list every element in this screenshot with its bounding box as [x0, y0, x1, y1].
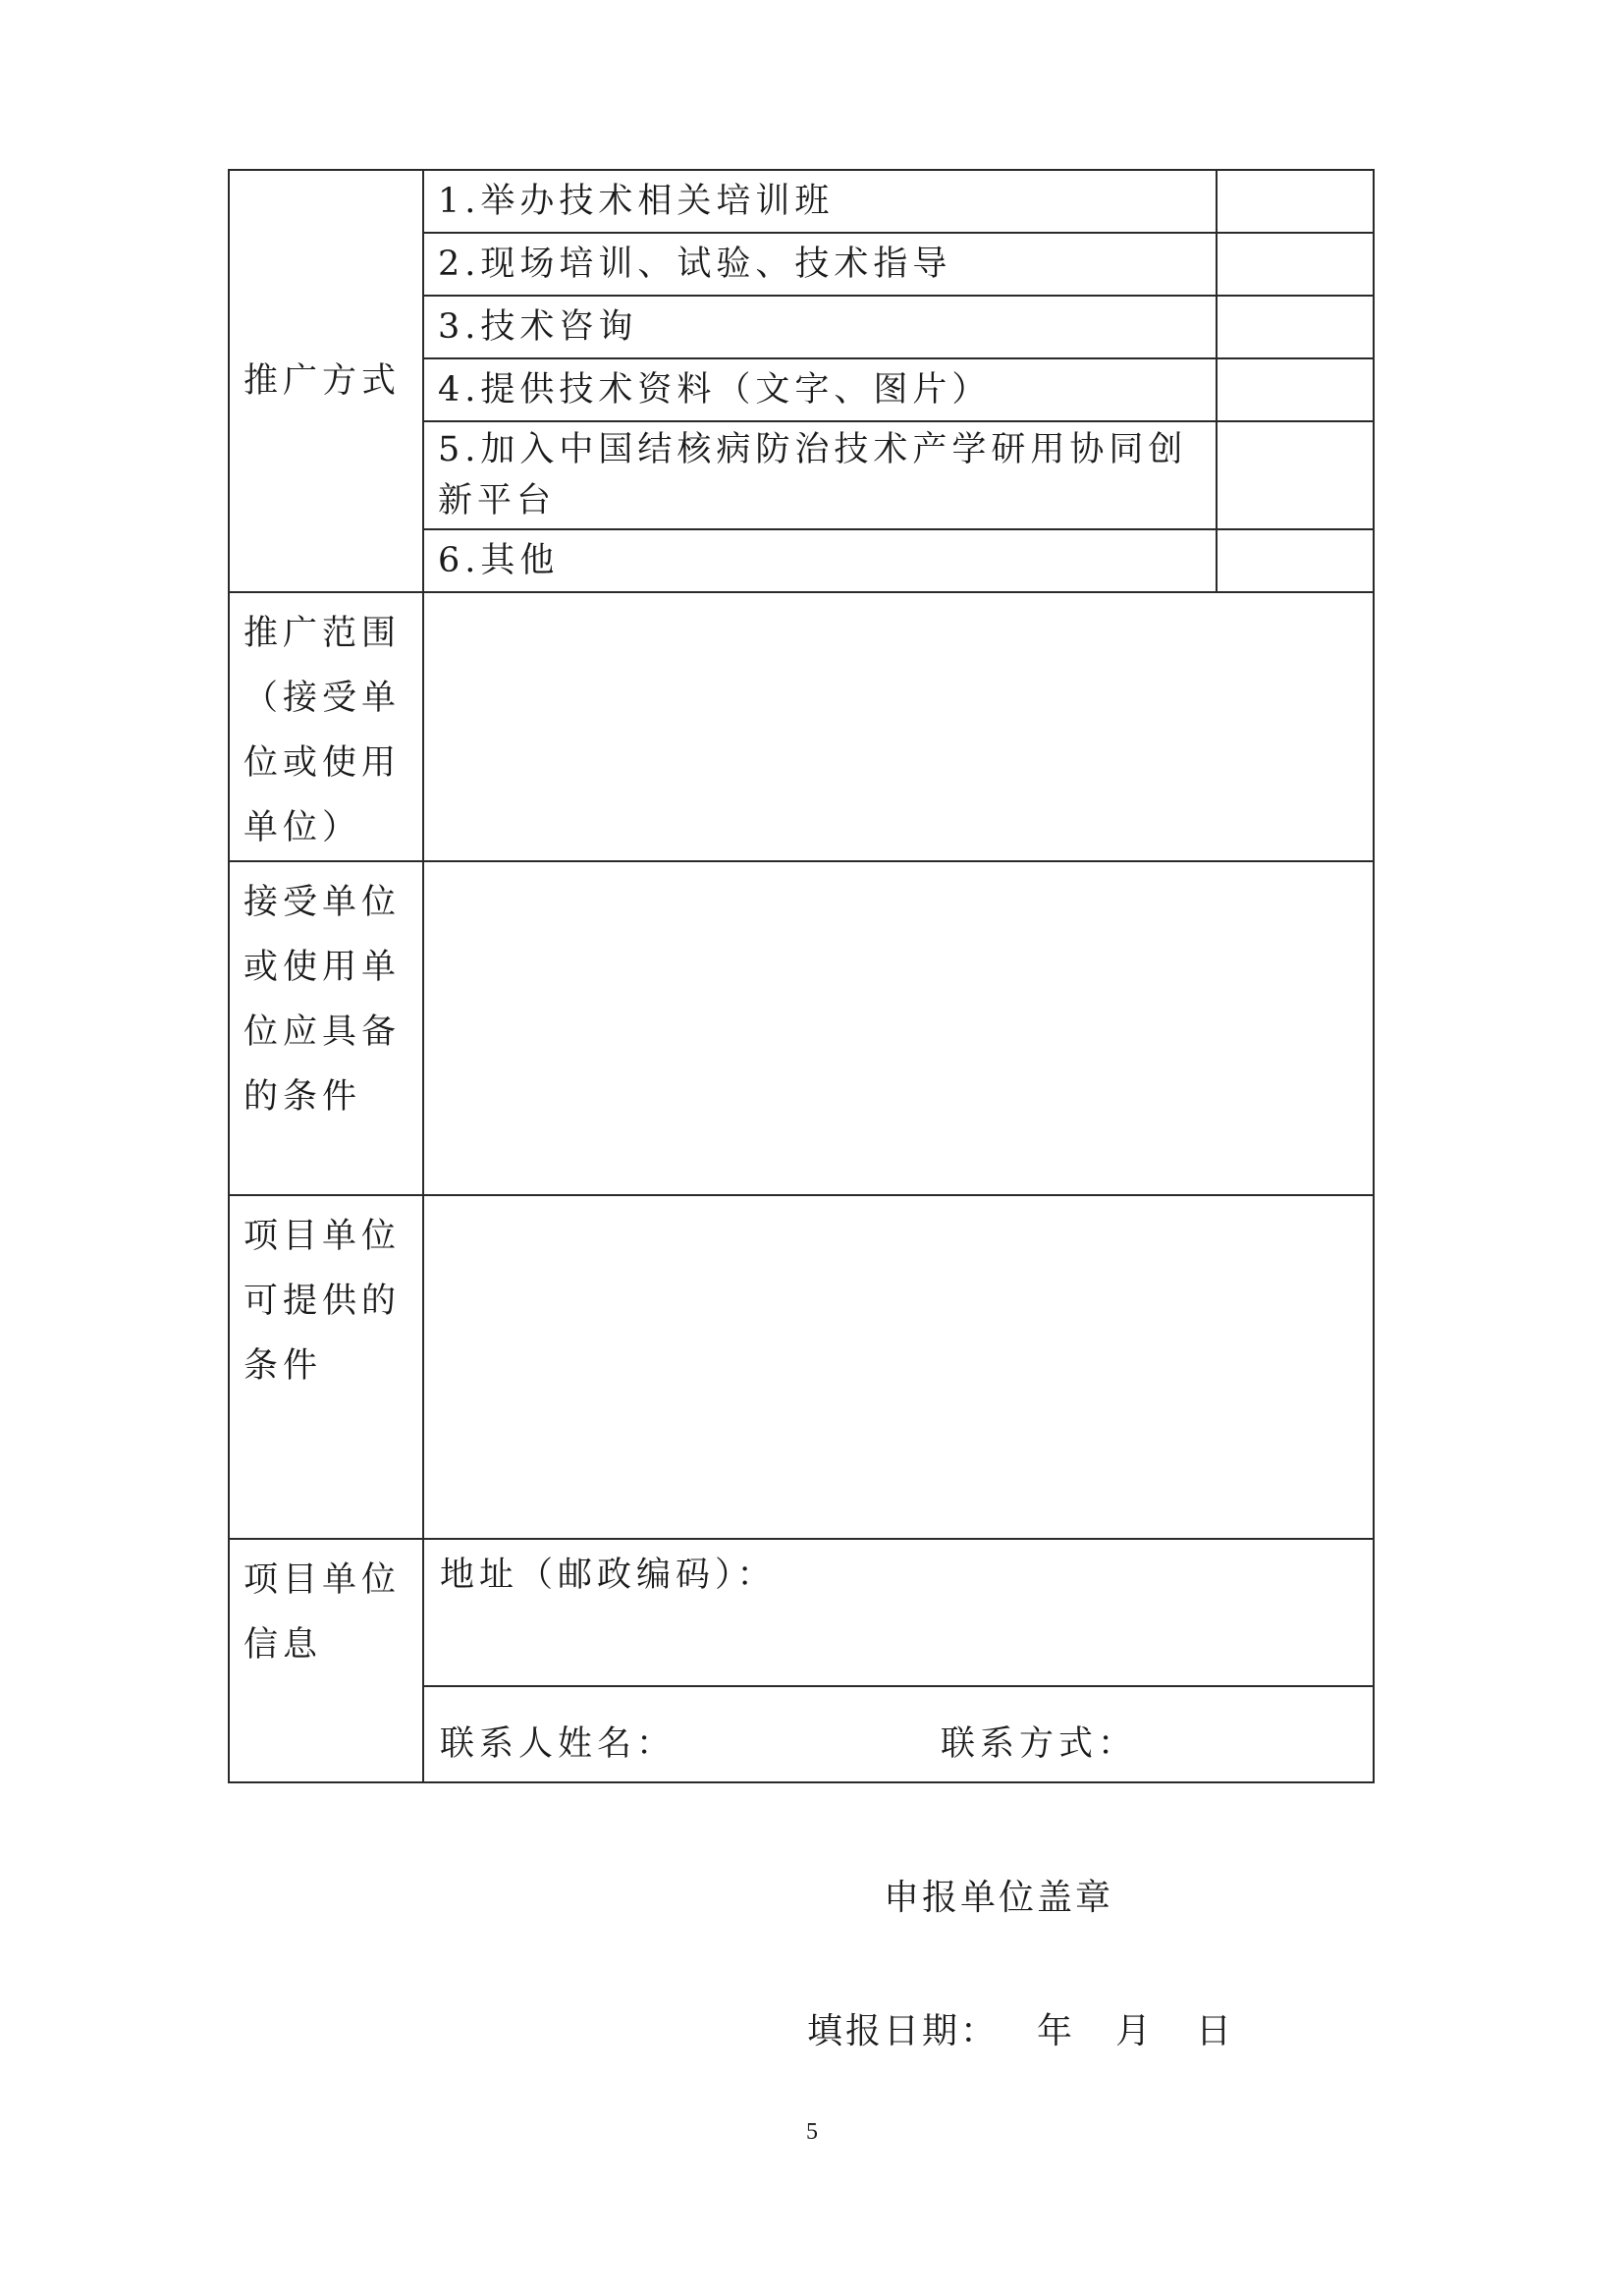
method-option-text: 2.现场培训、试验、技术指导	[423, 233, 1217, 296]
method-option-checkbox[interactable]	[1217, 296, 1374, 358]
recipient-conditions-row	[229, 861, 1374, 1195]
applicant-seal-text: 申报单位盖章	[884, 1878, 1114, 1918]
application-form-table	[228, 169, 1375, 1783]
method-option-checkbox[interactable]	[1217, 421, 1374, 529]
promotion-scope-row	[229, 592, 1374, 861]
method-option-text: 4.提供技术资料（文字、图片）	[423, 358, 1217, 421]
address-field[interactable]	[423, 1539, 1374, 1686]
fill-date-label: 填报日期：	[807, 2011, 1000, 2051]
date-day: 日	[1196, 2011, 1235, 2051]
recipient-conditions-field[interactable]	[423, 861, 1374, 1195]
provider-conditions-label: 项目单位可提供的条件	[244, 1217, 402, 1386]
fill-date-line	[807, 2003, 1234, 2053]
address-label: 地址（邮政编码）：	[440, 1556, 777, 1595]
date-month: 月	[1115, 2011, 1155, 2051]
recipient-conditions-label-cell	[229, 861, 423, 1195]
method-option-text: 6.其他	[423, 529, 1217, 592]
promotion-scope-label-cell	[229, 592, 423, 861]
contact-line	[440, 1695, 1357, 1772]
promotion-method-label: 推广方式	[244, 361, 402, 401]
recipient-conditions-label: 接受单位或使用单位应具备的条件	[244, 883, 402, 1117]
unit-info-label: 项目单位信息	[244, 1560, 402, 1665]
provider-conditions-row	[229, 1195, 1374, 1539]
method-option-checkbox[interactable]	[1217, 529, 1374, 592]
provider-conditions-field[interactable]	[423, 1195, 1374, 1539]
unit-info-address-row	[229, 1539, 1374, 1686]
method-option-checkbox[interactable]	[1217, 170, 1374, 233]
contact-field[interactable]	[423, 1686, 1374, 1782]
method-row	[229, 170, 1374, 233]
page-number: 5	[806, 2119, 818, 2145]
contact-way-label: 联系方式：	[941, 1724, 1138, 1764]
provider-conditions-label-cell	[229, 1195, 423, 1539]
method-option-text: 5.加入中国结核病防治技术产学研用协同创新平台	[423, 421, 1217, 529]
contact-name-label: 联系人姓名：	[440, 1724, 677, 1764]
date-year: 年	[1037, 2011, 1076, 2051]
unit-info-label-cell	[229, 1539, 423, 1782]
method-option-text: 3.技术咨询	[423, 296, 1217, 358]
promotion-scope-label: 推广范围（接受单位或使用单位）	[244, 614, 402, 847]
method-option-checkbox[interactable]	[1217, 233, 1374, 296]
method-option-checkbox[interactable]	[1217, 358, 1374, 421]
promotion-scope-field[interactable]	[423, 592, 1374, 861]
promotion-method-label-cell	[229, 170, 423, 592]
method-option-text: 1.举办技术相关培训班	[423, 170, 1217, 233]
